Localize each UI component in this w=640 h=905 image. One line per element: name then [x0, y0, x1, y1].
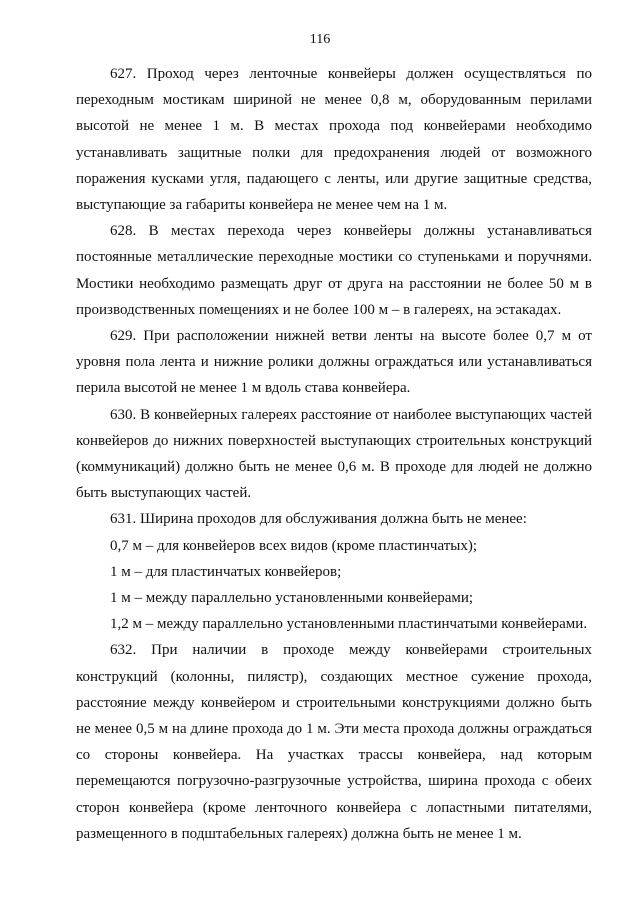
list-item: 1,2 м – между параллельно установленными пластинчатыми конвейерами. — [110, 616, 588, 633]
list-item: 1 м – для пластинчатых конвейеров; — [110, 563, 342, 580]
paragraph-629: 629. При расположении нижней ветви ленты на высоте более 0,7 м от уровня пола лента и нижние ролики должны ограждаться или устанавливаться перила высотой не менее 1 м вдоль става конвейера. — [76, 328, 592, 397]
paragraph-630: 630. В конвейерных галереях расстояние от наиболее выступающих частей конвейеров до нижних поверхностей выступающих строительных конструкций (коммуникаций) должно быть не менее 0,6 м. В проходе для людей не должно быть выступающих частей. — [76, 406, 592, 502]
paragraph-627: 627. Проход через ленточные конвейеры должен осуществляться по переходным мостикам шириной не менее 0,8 м, оборудованным перилами высотой не менее 1 м. В местах прохода под конвейерами необходимо устанавливать защитные полки для предохранения людей от возможного поражения кусками угля, падающего с ленты, или другие защитные средства, выступающие за габариты конвейера не менее чем на 1 м. — [76, 66, 592, 214]
paragraph-632: 632. При наличии в проходе между конвейерами строительных конструкций (колонны, пилястр), создающих местное сужение прохода, расстояние между конвейером и строительными конструкциями должно быть не менее 0,5 м на длине прохода до 1 м. Эти места прохода должны ограждаться со стороны конвейера. На участках трассы конвейера, над которым перемещаются погрузочно-разгрузочные устройства, ширина прохода с обеих сторон конвейера (кроме ленточного конвейера с лопастными питателями, размещенного в подштабельных галереях) должна быть не менее 1 м. — [76, 642, 592, 842]
list-item: 0,7 м – для конвейеров всех видов (кроме пластинчатых); — [110, 537, 478, 554]
paragraph-631: 631. Ширина проходов для обслуживания должна быть не менее: — [110, 511, 527, 528]
document-body — [76, 61, 592, 847]
list-item: 1 м – между параллельно установленными конвейерами; — [110, 590, 474, 607]
paragraph-628: 628. В местах перехода через конвейеры должны устанавливаться постоянные металлические переходные мостики со ступеньками и поручнями. Мостики необходимо размещать друг от друга на расстоянии не более 50 м в производственных помещениях и не более 100 м – в галереях, на эстакадах. — [76, 223, 592, 318]
page-number: 116 — [309, 32, 331, 47]
